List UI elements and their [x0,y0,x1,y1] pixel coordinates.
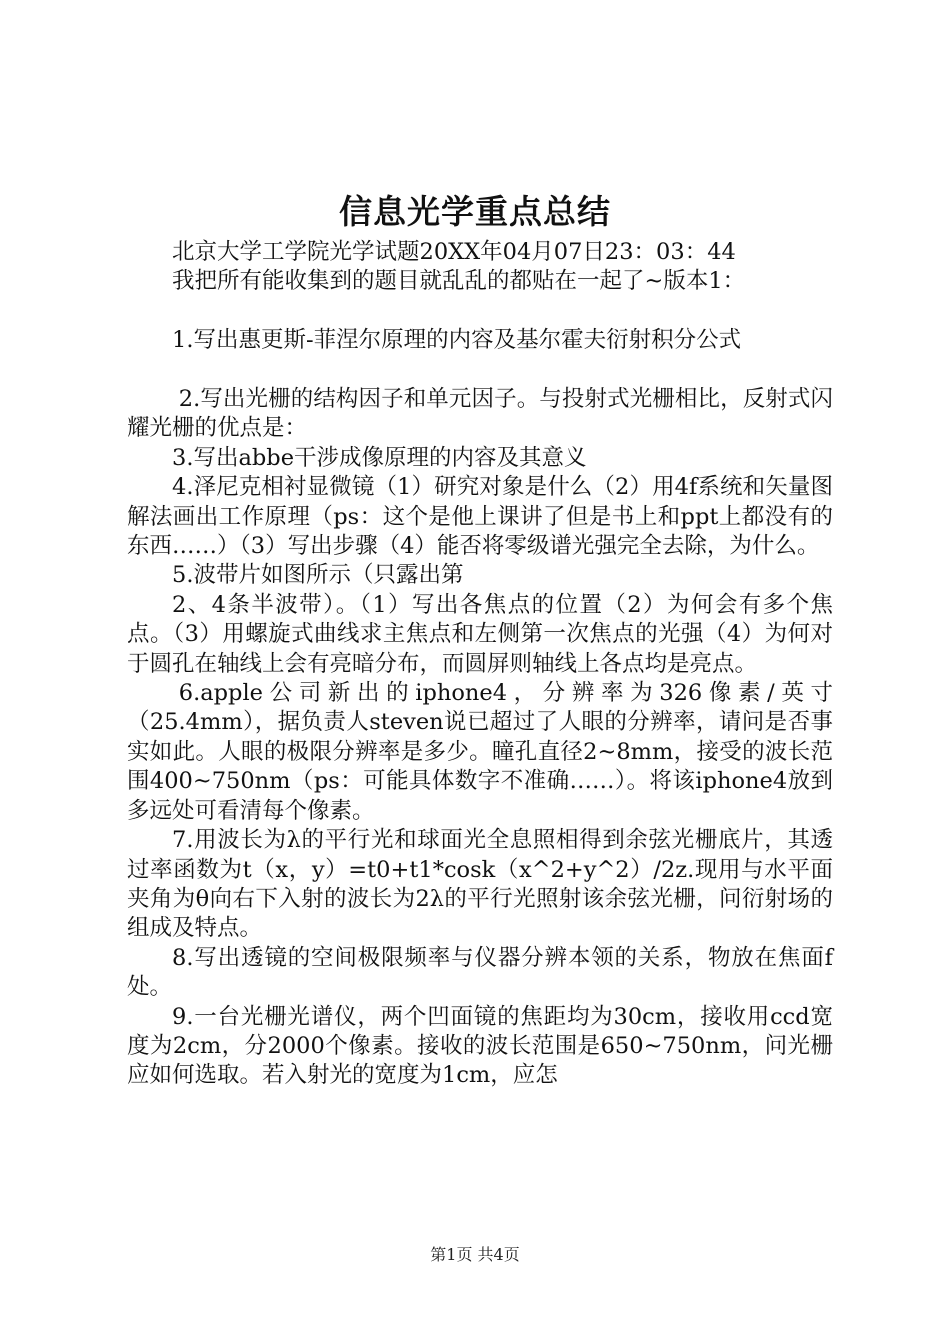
question-3: 3.写出abbe干涉成像原理的内容及其意义 [172,444,587,471]
paragraph-header-source: 北京大学工学院光学试题20XX年04月07日23：03：44 [172,239,736,265]
question-8: 8.写出透镜的空间极限频率与仪器分辨本领的关系，物放在焦面f处。 [127,944,833,1001]
question-4: 4.泽尼克相衬显微镜（1）研究对象是什么（2）用4f系统和矢量图解法画出工作原理（ps：这个是他上课讲了但是书上和ppt上都没有的东西……）（3）写出步骤（4）能否将零级谱光强完全去除，为什么。 [127,474,833,560]
blank-line [127,297,833,326]
question-9: 9.一台光栅光谱仪，两个凹面镜的焦距均为30cm，接收用ccd宽度为2cm，分2000个像素。接收的波长范围是650~750nm，问光栅应如何选取。若入射光的宽度为1cm，应怎 [127,1003,833,1089]
question-6: 6.apple公司新出的iphone4，分辨率为326像素/英寸（25.4mm），据负责人steven说已超过了人眼的分辨率，请问是否事实如此。人眼的极限分辨率是多少。瞳孔直径2~8mm，接受的波长范围400~750nm（ps：可能具体数字不准确……）。将该iphone4放到多远处可看清每个像素。 [127,680,833,824]
page-number: 第1页 共4页 [430,1245,520,1264]
document-body [127,238,833,1091]
paragraph-header-note: 我把所有能收集到的题目就乱乱的都贴在一起了~版本1： [172,268,746,295]
question-1: 1.写出惠更斯-菲涅尔原理的内容及基尔霍夫衍射积分公式 [172,327,742,354]
blank-line [127,356,833,385]
page-title: 信息光学重点总结 [339,192,611,231]
question-2: 2.写出光栅的结构因子和单元因子。与投射式光栅相比，反射式闪耀光栅的优点是： [127,386,833,442]
question-7: 7.用波长为λ的平行光和球面光全息照相得到余弦光栅底片，其透过率函数为t（x，y）=t0+t1*cosk（x^2+y^2）/2z.现用与水平面夹角为θ向右下入射的波长为2λ的平行光照射该余弦光栅，问衍射场的组成及特点。 [127,827,833,942]
question-5-body: 2、4条半波带）。（1）写出各焦点的位置（2）为何会有多个焦点。（3）用螺旋式曲线求主焦点和左侧第一次焦点的光强（4）为何对于圆孔在轴线上会有亮暗分布，而圆屏则轴线上各点均是亮点。 [127,591,833,677]
question-5-intro: 5.波带片如图所示（只露出第 [172,562,464,589]
